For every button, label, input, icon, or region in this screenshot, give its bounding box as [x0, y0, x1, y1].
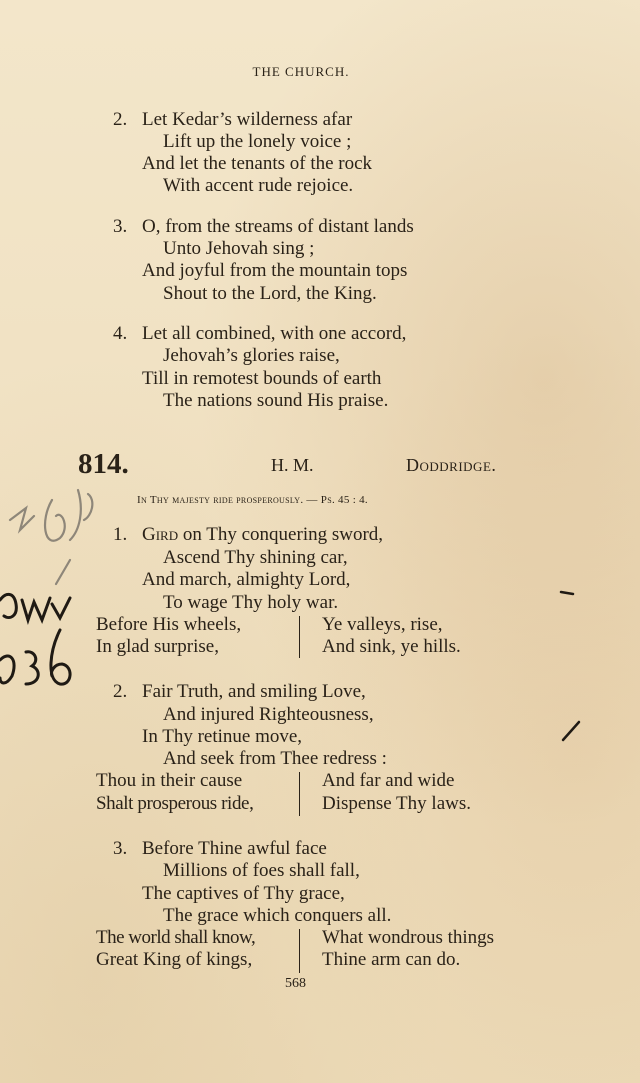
- split-left: The world shall know,: [96, 927, 256, 948]
- verse-line: And seek from Thee redress :: [163, 748, 387, 769]
- verse-line: To wage Thy holy war.: [163, 592, 339, 613]
- split-right: Thine arm can do.: [322, 949, 461, 970]
- split-left: Before His wheels,: [96, 614, 242, 635]
- hymn-meter: H. M.: [271, 455, 314, 475]
- split-left: Great King of kings,: [96, 949, 253, 970]
- first-word: Gird: [142, 524, 179, 545]
- stanza-number: 3.: [113, 838, 128, 859]
- verse-line: Shout to the Lord, the King.: [163, 283, 377, 304]
- split-right: And far and wide: [322, 770, 455, 791]
- split-divider: [299, 772, 300, 816]
- verse-line: In Thy retinue move,: [142, 726, 303, 747]
- split-divider: [299, 616, 300, 658]
- running-head: THE CHURCH.: [252, 64, 350, 79]
- verse-line: With accent rude rejoice.: [163, 175, 354, 196]
- verse-line: The captives of Thy grace,: [142, 883, 345, 904]
- verse-line: Unto Jehovah sing ;: [163, 238, 315, 259]
- verse-line: And march, almighty Lord,: [142, 569, 351, 590]
- verse-line: And injured Righteousness,: [163, 704, 374, 725]
- verse-line: Jehovah’s glories raise,: [163, 345, 340, 366]
- verse-line-first: [142, 524, 383, 546]
- split-right: Dispense Thy laws.: [322, 793, 471, 814]
- ink-specks: [555, 580, 595, 750]
- split-left: Shalt prosperous ride,: [96, 793, 254, 814]
- split-right: What wondrous things: [322, 927, 495, 948]
- stanza-number: 2.: [113, 109, 128, 130]
- split-right: Ye valleys, rise,: [322, 614, 443, 635]
- hymn-author: Doddridge.: [406, 455, 497, 475]
- hymn-number: 814.: [78, 448, 129, 480]
- stanza-number: 3.: [113, 216, 128, 237]
- verse-line: Let Kedar’s wilderness afar: [142, 109, 353, 130]
- split-left: Thou in their cause: [96, 770, 243, 791]
- verse-line: And let the tenants of the rock: [142, 153, 373, 174]
- verse-line: Ascend Thy shining car,: [163, 547, 348, 568]
- verse-line: O, from the streams of distant lands: [142, 216, 414, 237]
- verse-line: Millions of foes shall fall,: [163, 860, 360, 881]
- verse-line: The nations sound His praise.: [163, 390, 389, 411]
- verse-line: The grace which conquers all.: [163, 905, 392, 926]
- stanza-number: 4.: [113, 323, 128, 344]
- page-number: 568: [285, 976, 306, 991]
- hymn-subtitle: In Thy majesty ride prosperously. — Ps. 45 : 4.: [137, 494, 368, 506]
- split-left: In glad surprise,: [96, 636, 219, 657]
- first-line-rest: on Thy conquering sword,: [178, 524, 384, 545]
- verse-line: And joyful from the mountain tops: [142, 260, 408, 281]
- verse-line: Till in remotest bounds of earth: [142, 368, 382, 389]
- verse-line: Lift up the lonely voice ;: [163, 131, 352, 152]
- verse-line: Let all combined, with one accord,: [142, 323, 407, 344]
- stanza-number: 2.: [113, 681, 128, 702]
- verse-line: Fair Truth, and smiling Love,: [142, 681, 366, 702]
- pencil-marginalia: [0, 480, 140, 710]
- split-divider: [299, 929, 300, 973]
- verse-line: Before Thine awful face: [142, 838, 327, 859]
- split-right: And sink, ye hills.: [322, 636, 461, 657]
- stanza-number: 1.: [113, 524, 128, 545]
